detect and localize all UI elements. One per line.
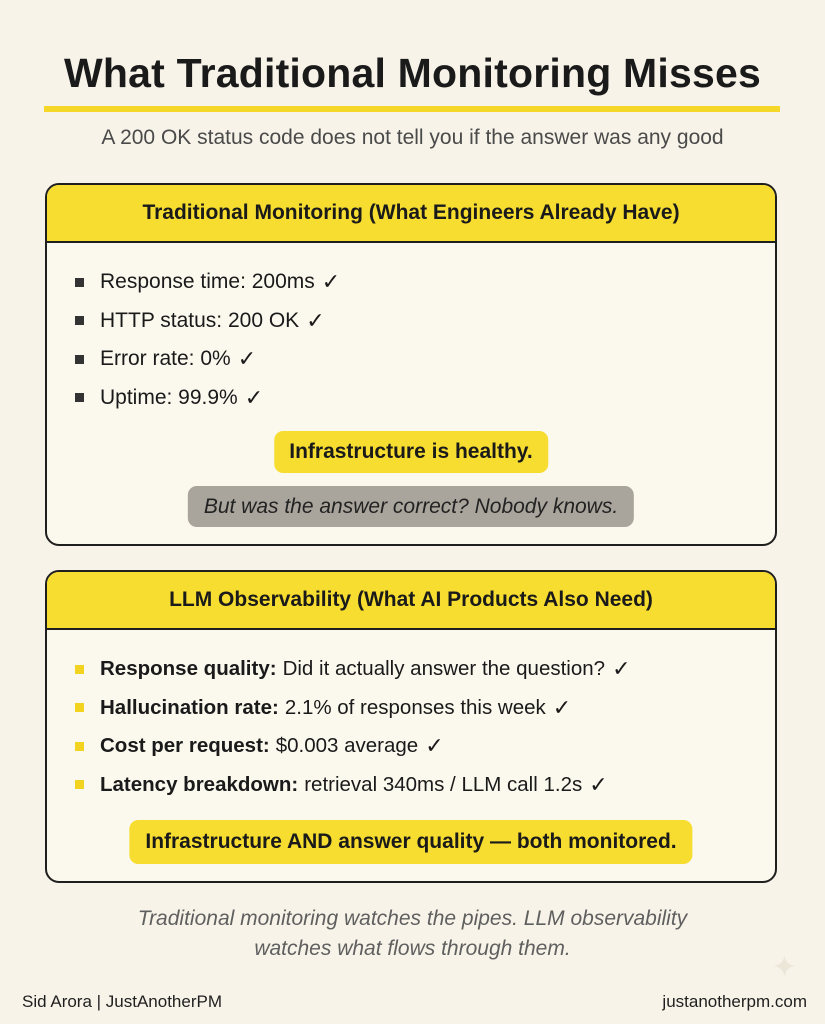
checkmark-icon: ✓	[425, 733, 444, 759]
metric-text: 2.1% of responses this week	[284, 695, 546, 719]
metric-text: retrieval 340ms / LLM call 1.2s	[304, 772, 583, 796]
metric-key: Response quality:	[100, 657, 277, 681]
metric-text: HTTP status: 200 OK	[100, 308, 300, 332]
checkmark-icon: ✓	[612, 656, 631, 682]
metric-text: Uptime: 99.9%	[100, 385, 238, 409]
list-item	[75, 379, 340, 418]
metric-key: Cost per request:	[100, 734, 270, 758]
checkmark-icon: ✓	[237, 346, 257, 372]
yellow-square-bullet-icon	[75, 703, 84, 712]
yellow-square-bullet-icon	[75, 742, 84, 751]
checkmark-icon: ✓	[306, 307, 325, 333]
checkmark-icon: ✓	[321, 269, 341, 295]
page-title: What Traditional Monitoring Misses	[64, 50, 761, 96]
conclusion-line-2: watches what flows through them.	[254, 937, 571, 960]
list-item	[75, 302, 340, 341]
list-item	[75, 650, 631, 689]
both-monitored-badge: Infrastructure AND answer quality — both monitored.	[129, 820, 692, 864]
square-bullet-icon	[75, 316, 84, 325]
page-subtitle: A 200 OK status code does not tell you if the answer was any good	[101, 126, 724, 149]
metric-text: Did it actually answer the question?	[282, 657, 606, 681]
llm-metrics-list	[75, 650, 631, 804]
infrastructure-healthy-badge: Infrastructure is healthy.	[274, 431, 548, 473]
metric-text: Response time: 200ms	[100, 270, 315, 294]
yellow-square-bullet-icon	[75, 780, 84, 789]
footer-website: justanotherpm.com	[662, 992, 807, 1011]
checkmark-icon: ✓	[244, 384, 264, 410]
square-bullet-icon	[75, 278, 84, 287]
yellow-square-bullet-icon	[75, 665, 84, 674]
title-underline	[44, 106, 780, 112]
traditional-metrics-list	[75, 263, 340, 417]
footer-author: Sid Arora | JustAnotherPM	[22, 992, 223, 1011]
metric-key: Hallucination rate:	[100, 695, 279, 719]
list-item	[75, 689, 631, 728]
checkmark-icon: ✓	[589, 771, 608, 797]
list-item	[75, 727, 631, 766]
checkmark-icon: ✓	[552, 694, 572, 720]
answer-unknown-badge: But was the answer correct? Nobody knows.	[188, 486, 634, 527]
list-item	[75, 340, 340, 379]
traditional-monitoring-heading: Traditional Monitoring (What Engineers Already Have)	[47, 185, 775, 243]
square-bullet-icon	[75, 355, 84, 364]
conclusion-line-1: Traditional monitoring watches the pipes. LLM observability	[137, 907, 688, 930]
traditional-monitoring-card	[45, 183, 777, 546]
square-bullet-icon	[75, 393, 84, 402]
metric-text: $0.003 average	[275, 734, 419, 758]
conclusion-text	[0, 904, 825, 964]
list-item	[75, 766, 631, 805]
list-item	[75, 263, 340, 302]
llm-observability-card	[45, 570, 777, 883]
llm-observability-heading: LLM Observability (What AI Products Also Need)	[47, 572, 775, 630]
metric-text: Error rate: 0%	[100, 347, 231, 371]
sparkle-icon: ✦	[771, 951, 797, 984]
metric-key: Latency breakdown:	[100, 772, 299, 796]
